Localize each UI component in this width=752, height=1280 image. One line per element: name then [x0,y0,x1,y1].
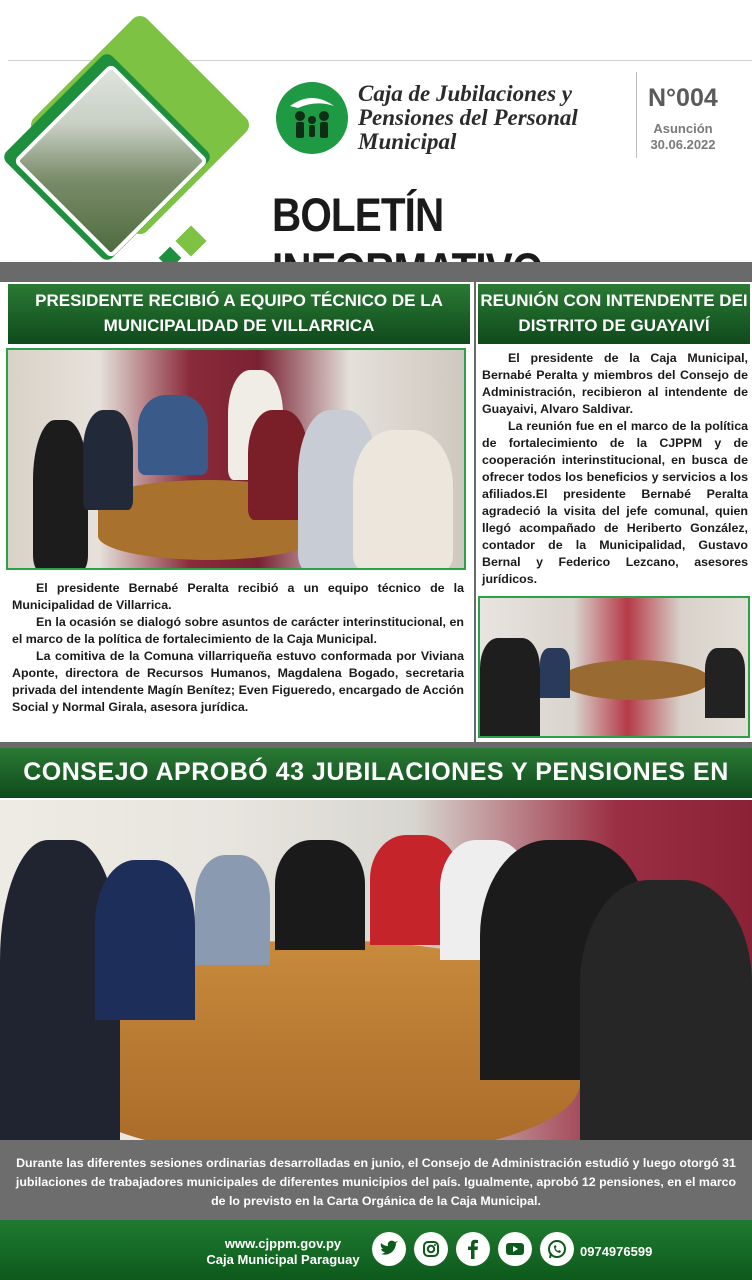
whatsapp-icon[interactable] [540,1232,574,1266]
issue-city: Asunción [653,121,713,136]
org-name-line: Caja de Jubilaciones y [358,81,573,106]
twitter-icon[interactable] [372,1232,406,1266]
header-divider [636,72,637,158]
org-name-line: Municipal [358,129,457,154]
issue-date: 30.06.2022 [650,137,716,152]
article1-heading [8,284,470,344]
article2-heading [478,284,750,344]
phone-number: 0974976599 [580,1244,653,1259]
bulletin-title: BOLETÍN [272,188,444,241]
youtube-icon[interactable] [498,1232,532,1266]
paragraph: La reunión fue en el marco de la política de fortalecimiento de la CJPPM y de cooperación interinstitucional, en busca de ofrecer todos los beneficios y servicios a los afiliados.El presidente Bernabé Peralta agradeció la visita del jefe comunal, quien llegó acompañado de Heriberto González, contador de la Municipalidad, Gustavo Bernal y Federico Lezcano, asesores jurídicos. [482,419,748,586]
meeting-photo-villarrica [6,348,466,570]
heading-line: PRESIDENTE RECIBIÓ A EQUIPO TÉCNICO DE LA [35,291,443,310]
article3-caption: Durante las diferentes sesiones ordinarias desarrolladas en junio, el Consejo de Administración estudió y luego otorgó 31 jubilaciones de trabajadores municipales de diferentes municipios del país. Igualmente, aprobó 12 pensiones, en el marco de lo previsto en la Carta Orgánica de la Caja Municipal. [0,1140,752,1220]
article1-body [12,580,464,716]
organization-name [358,82,628,154]
paragraph: El presidente Bernabé Peralta recibió a un equipo técnico de la Municipalidad de Villarrica. [12,581,464,612]
article3-heading: CONSEJO APROBÓ 43 JUBILACIONES Y PENSIONES EN [0,748,752,798]
org-name-line: Pensiones del Personal [358,105,578,130]
family-logo-icon [276,82,348,154]
footer-contact [200,1236,366,1268]
heading-line: DISTRITO DE GUAYAIVÍ [518,316,710,335]
website-link[interactable]: www.cjppm.gov.py [224,1236,342,1251]
paragraph: En la ocasión se dialogó sobre asuntos de carácter interinstitucional, en el marco de la política de fortalecimiento de la Caja Municipal. [12,615,464,646]
heading-line: REUNIÓN CON INTENDENTE DEI [480,291,748,310]
issue-place-date [648,121,718,153]
deco-square [175,225,206,256]
paragraph: El presidente de la Caja Municipal, Bernabé Peralta y miembros del Consejo de Administración, recibieron al intendente de Guayaivi, Alvaro Saldivar. [482,351,748,416]
gray-band [0,262,752,282]
article2-body [482,350,748,588]
facebook-icon[interactable] [456,1232,490,1266]
issue-number: N°004 [648,84,718,112]
heading-line: MUNICIPALIDAD DE VILLARRICA [103,316,375,335]
instagram-icon[interactable] [414,1232,448,1266]
social-handle: Caja Municipal Paraguay [206,1252,360,1267]
council-meeting-photo [0,800,752,1140]
paragraph: La comitiva de la Comuna villarriqueña estuvo conformada por Viviana Aponte, directora de Recursos Humanos, Magdalena Bogado, secretaria privada del intendente Magín Benítez; Even Figueredo, encargado de Acción Social y Normal Girala, asesora jurídica. [12,649,464,714]
meeting-photo-guayaivi [478,596,750,738]
